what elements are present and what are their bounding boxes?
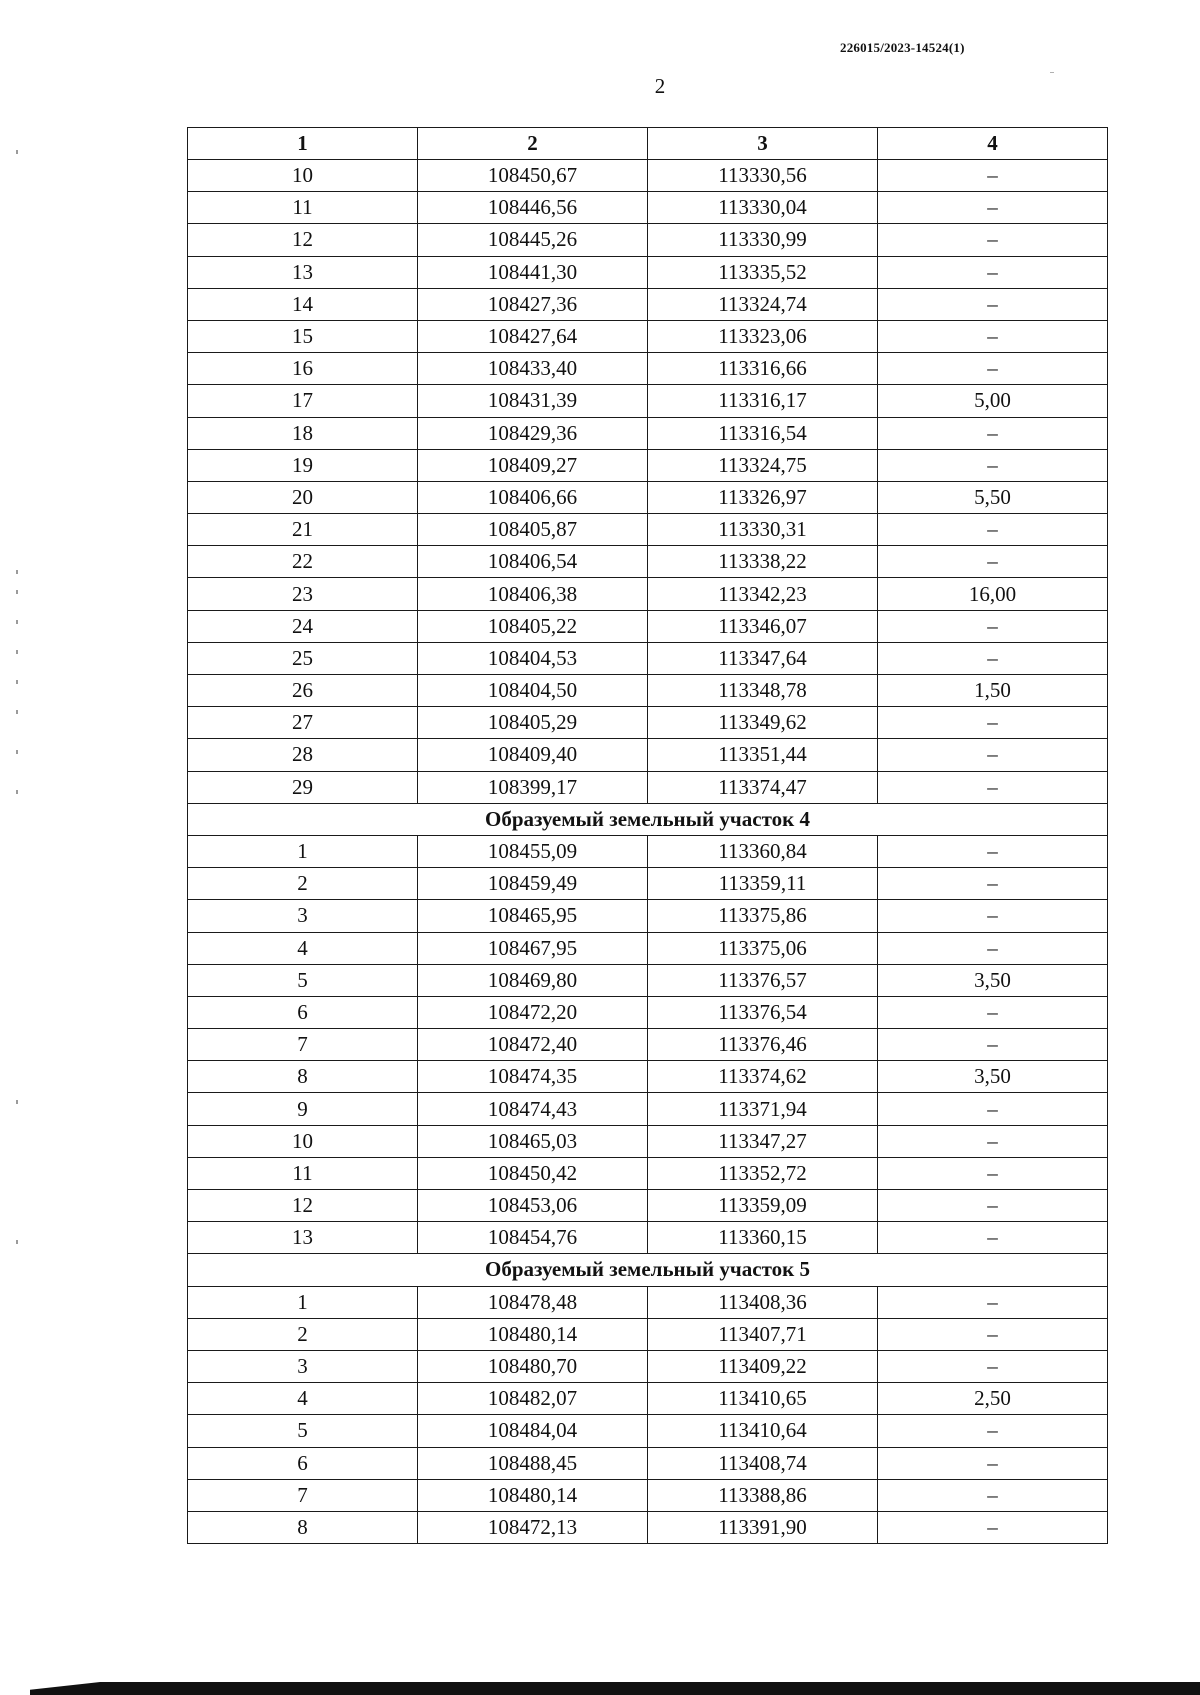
point-number-cell: 1 — [188, 835, 418, 867]
value-cell: – — [878, 996, 1108, 1028]
point-number-cell: 13 — [188, 256, 418, 288]
point-number-cell: 26 — [188, 675, 418, 707]
value-cell: – — [878, 1190, 1108, 1222]
y-coordinate-cell: 113330,31 — [648, 514, 878, 546]
value-cell: – — [878, 192, 1108, 224]
y-coordinate-cell: 113323,06 — [648, 320, 878, 352]
table-row — [188, 288, 1108, 320]
x-coordinate-cell: 108465,95 — [418, 900, 648, 932]
value-cell: 3,50 — [878, 1061, 1108, 1093]
y-coordinate-cell: 113324,74 — [648, 288, 878, 320]
section-title: Образуемый земельный участок 5 — [188, 1254, 1108, 1286]
table-row — [188, 417, 1108, 449]
column-header: 1 — [188, 128, 418, 160]
value-cell: – — [878, 1318, 1108, 1350]
y-coordinate-cell: 113388,86 — [648, 1479, 878, 1511]
x-coordinate-cell: 108409,27 — [418, 449, 648, 481]
table-row — [188, 514, 1108, 546]
table-row — [188, 1447, 1108, 1479]
value-cell: – — [878, 835, 1108, 867]
point-number-cell: 2 — [188, 868, 418, 900]
x-coordinate-cell: 108404,53 — [418, 642, 648, 674]
section-heading-row — [188, 803, 1108, 835]
table-row — [188, 353, 1108, 385]
table-row — [188, 1479, 1108, 1511]
x-coordinate-cell: 108409,40 — [418, 739, 648, 771]
point-number-cell: 9 — [188, 1093, 418, 1125]
point-number-cell: 13 — [188, 1222, 418, 1254]
value-cell: 3,50 — [878, 964, 1108, 996]
x-coordinate-cell: 108455,09 — [418, 835, 648, 867]
value-cell: – — [878, 707, 1108, 739]
y-coordinate-cell: 113360,15 — [648, 1222, 878, 1254]
point-number-cell: 16 — [188, 353, 418, 385]
document-number: 226015/2023-14524(1) — [840, 40, 965, 55]
y-coordinate-cell: 113359,09 — [648, 1190, 878, 1222]
y-coordinate-cell: 113335,52 — [648, 256, 878, 288]
table-row — [188, 675, 1108, 707]
y-coordinate-cell: 113338,22 — [648, 546, 878, 578]
point-number-cell: 12 — [188, 1190, 418, 1222]
y-coordinate-cell: 113348,78 — [648, 675, 878, 707]
y-coordinate-cell: 113359,11 — [648, 868, 878, 900]
y-coordinate-cell: 113374,62 — [648, 1061, 878, 1093]
x-coordinate-cell: 108472,13 — [418, 1511, 648, 1543]
x-coordinate-cell: 108469,80 — [418, 964, 648, 996]
value-cell: – — [878, 1479, 1108, 1511]
x-coordinate-cell: 108488,45 — [418, 1447, 648, 1479]
y-coordinate-cell: 113316,54 — [648, 417, 878, 449]
table-row — [188, 1511, 1108, 1543]
x-coordinate-cell: 108484,04 — [418, 1415, 648, 1447]
y-coordinate-cell: 113375,06 — [648, 932, 878, 964]
value-cell: – — [878, 546, 1108, 578]
x-coordinate-cell: 108404,50 — [418, 675, 648, 707]
y-coordinate-cell: 113326,97 — [648, 481, 878, 513]
table-row — [188, 224, 1108, 256]
scan-edge-bar — [30, 1682, 1200, 1695]
table-row — [188, 1350, 1108, 1382]
section-title: Образуемый земельный участок 4 — [188, 803, 1108, 835]
value-cell: – — [878, 1222, 1108, 1254]
point-number-cell: 6 — [188, 1447, 418, 1479]
y-coordinate-cell: 113410,64 — [648, 1415, 878, 1447]
point-number-cell: 2 — [188, 1318, 418, 1350]
table-row — [188, 192, 1108, 224]
value-cell: – — [878, 1157, 1108, 1189]
x-coordinate-cell: 108480,14 — [418, 1479, 648, 1511]
value-cell: – — [878, 160, 1108, 192]
y-coordinate-cell: 113346,07 — [648, 610, 878, 642]
y-coordinate-cell: 113374,47 — [648, 771, 878, 803]
value-cell: – — [878, 1447, 1108, 1479]
value-cell: – — [878, 1125, 1108, 1157]
table-row — [188, 900, 1108, 932]
x-coordinate-cell: 108474,43 — [418, 1093, 648, 1125]
point-number-cell: 19 — [188, 449, 418, 481]
table-row — [188, 642, 1108, 674]
point-number-cell: 8 — [188, 1061, 418, 1093]
point-number-cell: 8 — [188, 1511, 418, 1543]
point-number-cell: 4 — [188, 932, 418, 964]
y-coordinate-cell: 113342,23 — [648, 578, 878, 610]
y-coordinate-cell: 113407,71 — [648, 1318, 878, 1350]
coordinates-table — [187, 127, 1108, 1544]
y-coordinate-cell: 113375,86 — [648, 900, 878, 932]
table-row — [188, 385, 1108, 417]
table-row — [188, 1157, 1108, 1189]
y-coordinate-cell: 113410,65 — [648, 1383, 878, 1415]
table-row — [188, 160, 1108, 192]
point-number-cell: 4 — [188, 1383, 418, 1415]
table-header-row — [188, 128, 1108, 160]
table-row — [188, 835, 1108, 867]
table-row — [188, 1125, 1108, 1157]
x-coordinate-cell: 108405,29 — [418, 707, 648, 739]
table-row — [188, 256, 1108, 288]
point-number-cell: 22 — [188, 546, 418, 578]
value-cell: – — [878, 1511, 1108, 1543]
value-cell: 2,50 — [878, 1383, 1108, 1415]
table-row — [188, 739, 1108, 771]
x-coordinate-cell: 108446,56 — [418, 192, 648, 224]
table-row — [188, 1190, 1108, 1222]
table-row — [188, 996, 1108, 1028]
point-number-cell: 1 — [188, 1286, 418, 1318]
scan-speck — [1050, 72, 1054, 73]
column-header: 4 — [878, 128, 1108, 160]
value-cell: 5,00 — [878, 385, 1108, 417]
value-cell: – — [878, 1415, 1108, 1447]
x-coordinate-cell: 108467,95 — [418, 932, 648, 964]
table-row — [188, 449, 1108, 481]
table-row — [188, 578, 1108, 610]
y-coordinate-cell: 113391,90 — [648, 1511, 878, 1543]
y-coordinate-cell: 113330,04 — [648, 192, 878, 224]
x-coordinate-cell: 108406,54 — [418, 546, 648, 578]
x-coordinate-cell: 108465,03 — [418, 1125, 648, 1157]
section-heading-row — [188, 1254, 1108, 1286]
point-number-cell: 7 — [188, 1479, 418, 1511]
table-row — [188, 1093, 1108, 1125]
x-coordinate-cell: 108472,20 — [418, 996, 648, 1028]
table-row — [188, 481, 1108, 513]
y-coordinate-cell: 113351,44 — [648, 739, 878, 771]
x-coordinate-cell: 108454,76 — [418, 1222, 648, 1254]
value-cell: – — [878, 1286, 1108, 1318]
y-coordinate-cell: 113316,17 — [648, 385, 878, 417]
value-cell: – — [878, 771, 1108, 803]
table-row — [188, 1222, 1108, 1254]
point-number-cell: 5 — [188, 1415, 418, 1447]
y-coordinate-cell: 113330,56 — [648, 160, 878, 192]
x-coordinate-cell: 108427,36 — [418, 288, 648, 320]
y-coordinate-cell: 113347,27 — [648, 1125, 878, 1157]
y-coordinate-cell: 113409,22 — [648, 1350, 878, 1382]
table-row — [188, 771, 1108, 803]
value-cell: – — [878, 739, 1108, 771]
value-cell: – — [878, 1093, 1108, 1125]
scan-margin-marks — [16, 150, 18, 1250]
x-coordinate-cell: 108427,64 — [418, 320, 648, 352]
point-number-cell: 21 — [188, 514, 418, 546]
x-coordinate-cell: 108433,40 — [418, 353, 648, 385]
value-cell: – — [878, 514, 1108, 546]
point-number-cell: 11 — [188, 1157, 418, 1189]
page-number: 2 — [654, 74, 666, 98]
y-coordinate-cell: 113330,99 — [648, 224, 878, 256]
point-number-cell: 23 — [188, 578, 418, 610]
point-number-cell: 15 — [188, 320, 418, 352]
x-coordinate-cell: 108406,66 — [418, 481, 648, 513]
point-number-cell: 28 — [188, 739, 418, 771]
x-coordinate-cell: 108399,17 — [418, 771, 648, 803]
x-coordinate-cell: 108480,14 — [418, 1318, 648, 1350]
column-header: 2 — [418, 128, 648, 160]
point-number-cell: 5 — [188, 964, 418, 996]
y-coordinate-cell: 113376,57 — [648, 964, 878, 996]
value-cell: – — [878, 353, 1108, 385]
value-cell: – — [878, 642, 1108, 674]
value-cell: – — [878, 868, 1108, 900]
table-row — [188, 1286, 1108, 1318]
point-number-cell: 14 — [188, 288, 418, 320]
x-coordinate-cell: 108441,30 — [418, 256, 648, 288]
table-row — [188, 1029, 1108, 1061]
point-number-cell: 6 — [188, 996, 418, 1028]
point-number-cell: 29 — [188, 771, 418, 803]
table-row — [188, 610, 1108, 642]
value-cell: – — [878, 417, 1108, 449]
y-coordinate-cell: 113324,75 — [648, 449, 878, 481]
y-coordinate-cell: 113349,62 — [648, 707, 878, 739]
x-coordinate-cell: 108480,70 — [418, 1350, 648, 1382]
point-number-cell: 20 — [188, 481, 418, 513]
x-coordinate-cell: 108453,06 — [418, 1190, 648, 1222]
y-coordinate-cell: 113352,72 — [648, 1157, 878, 1189]
point-number-cell: 11 — [188, 192, 418, 224]
point-number-cell: 24 — [188, 610, 418, 642]
y-coordinate-cell: 113376,46 — [648, 1029, 878, 1061]
point-number-cell: 27 — [188, 707, 418, 739]
table-row — [188, 1415, 1108, 1447]
table-row — [188, 546, 1108, 578]
column-header: 3 — [648, 128, 878, 160]
point-number-cell: 18 — [188, 417, 418, 449]
y-coordinate-cell: 113371,94 — [648, 1093, 878, 1125]
x-coordinate-cell: 108450,67 — [418, 160, 648, 192]
value-cell: – — [878, 449, 1108, 481]
value-cell: – — [878, 256, 1108, 288]
point-number-cell: 3 — [188, 1350, 418, 1382]
table-row — [188, 932, 1108, 964]
y-coordinate-cell: 113360,84 — [648, 835, 878, 867]
value-cell: – — [878, 900, 1108, 932]
x-coordinate-cell: 108474,35 — [418, 1061, 648, 1093]
table-row — [188, 1318, 1108, 1350]
value-cell: – — [878, 320, 1108, 352]
point-number-cell: 12 — [188, 224, 418, 256]
x-coordinate-cell: 108459,49 — [418, 868, 648, 900]
point-number-cell: 7 — [188, 1029, 418, 1061]
table-row — [188, 1061, 1108, 1093]
value-cell: – — [878, 610, 1108, 642]
x-coordinate-cell: 108429,36 — [418, 417, 648, 449]
x-coordinate-cell: 108405,22 — [418, 610, 648, 642]
x-coordinate-cell: 108482,07 — [418, 1383, 648, 1415]
value-cell: 1,50 — [878, 675, 1108, 707]
y-coordinate-cell: 113376,54 — [648, 996, 878, 1028]
x-coordinate-cell: 108445,26 — [418, 224, 648, 256]
point-number-cell: 10 — [188, 160, 418, 192]
y-coordinate-cell: 113408,36 — [648, 1286, 878, 1318]
x-coordinate-cell: 108405,87 — [418, 514, 648, 546]
point-number-cell: 17 — [188, 385, 418, 417]
value-cell: – — [878, 224, 1108, 256]
y-coordinate-cell: 113347,64 — [648, 642, 878, 674]
y-coordinate-cell: 113316,66 — [648, 353, 878, 385]
x-coordinate-cell: 108450,42 — [418, 1157, 648, 1189]
value-cell: – — [878, 932, 1108, 964]
table-row — [188, 1383, 1108, 1415]
value-cell: – — [878, 1350, 1108, 1382]
value-cell: 5,50 — [878, 481, 1108, 513]
x-coordinate-cell: 108431,39 — [418, 385, 648, 417]
table-row — [188, 964, 1108, 996]
table-row — [188, 868, 1108, 900]
table-row — [188, 320, 1108, 352]
x-coordinate-cell: 108478,48 — [418, 1286, 648, 1318]
value-cell: 16,00 — [878, 578, 1108, 610]
point-number-cell: 10 — [188, 1125, 418, 1157]
y-coordinate-cell: 113408,74 — [648, 1447, 878, 1479]
value-cell: – — [878, 1029, 1108, 1061]
x-coordinate-cell: 108406,38 — [418, 578, 648, 610]
value-cell: – — [878, 288, 1108, 320]
table-row — [188, 707, 1108, 739]
x-coordinate-cell: 108472,40 — [418, 1029, 648, 1061]
table-body — [188, 160, 1108, 1544]
point-number-cell: 25 — [188, 642, 418, 674]
point-number-cell: 3 — [188, 900, 418, 932]
